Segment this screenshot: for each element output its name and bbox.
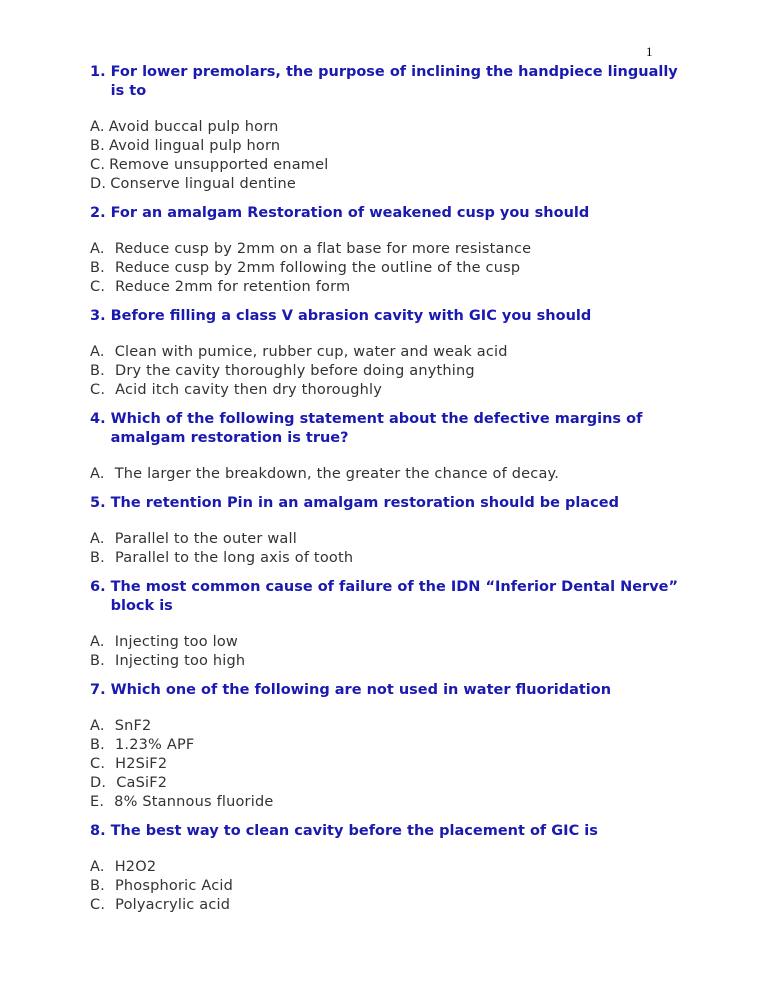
option-text: H2SiF2 — [115, 756, 168, 772]
question-8 — [90, 822, 690, 915]
answer-option — [90, 549, 690, 568]
option-letter: C. — [90, 382, 106, 398]
question-1 — [90, 63, 690, 194]
question-text: For an amalgam Restoration of weakened cusp you should — [110, 205, 590, 221]
answer-option — [90, 343, 690, 362]
question-text: Before filling a class V abrasion cavity with GIC you should — [110, 308, 592, 324]
question-title — [90, 822, 690, 841]
option-text: SnF2 — [114, 718, 152, 734]
option-letter: A. — [90, 241, 105, 257]
option-text: Phosphoric Acid — [114, 878, 234, 894]
option-letter: A. — [90, 718, 105, 734]
answer-option — [90, 465, 690, 484]
answer-option — [90, 175, 690, 194]
answer-options — [90, 465, 690, 484]
option-letter: C. — [90, 756, 106, 772]
question-7 — [90, 681, 690, 812]
option-letter: C. — [90, 897, 106, 913]
question-title — [90, 494, 690, 513]
option-letter: C. — [90, 157, 106, 173]
answer-options — [90, 858, 690, 915]
answer-option — [90, 755, 690, 774]
answer-option — [90, 736, 690, 755]
option-letter: D. — [90, 775, 107, 791]
question-text: The best way to clean cavity before the placement of GIC is — [110, 823, 598, 839]
answer-option — [90, 259, 690, 278]
answer-option — [90, 858, 690, 877]
answer-options — [90, 343, 690, 400]
question-text: For lower premolars, the purpose of inclining the handpiece lingually is to — [110, 64, 683, 99]
answer-option — [90, 652, 690, 671]
option-text: Reduce cusp by 2mm on a flat base for more resistance — [114, 241, 532, 257]
option-text: Avoid buccal pulp horn — [108, 119, 279, 135]
page-number: 1 — [646, 44, 653, 59]
option-text: Avoid lingual pulp horn — [108, 138, 281, 154]
question-number: 3. — [90, 308, 106, 324]
answer-option — [90, 877, 690, 896]
option-text: Injecting too low — [114, 634, 238, 650]
question-number: 5. — [90, 495, 106, 511]
question-title — [90, 307, 690, 326]
answer-options — [90, 240, 690, 297]
option-letter: B. — [90, 260, 105, 276]
answer-option — [90, 774, 690, 793]
answer-option — [90, 118, 690, 137]
question-title — [90, 578, 690, 616]
option-text: 1.23% APF — [114, 737, 195, 753]
answer-option — [90, 793, 690, 812]
option-letter: A. — [90, 119, 105, 135]
answer-options — [90, 118, 690, 194]
option-text: Dry the cavity thoroughly before doing anything — [114, 363, 475, 379]
option-letter: A. — [90, 344, 105, 360]
answer-options — [90, 633, 690, 671]
option-letter: D. — [90, 176, 107, 192]
option-letter: B. — [90, 138, 105, 154]
option-text: Polyacrylic acid — [115, 897, 231, 913]
option-text: Reduce 2mm for retention form — [115, 279, 351, 295]
answer-options — [90, 717, 690, 812]
answer-option — [90, 633, 690, 652]
question-text: Which of the following statement about the defective margins of amalgam restoration is true? — [110, 411, 648, 446]
option-letter: A. — [90, 859, 105, 875]
option-letter: C. — [90, 279, 106, 295]
option-text: Injecting too high — [114, 653, 246, 669]
option-letter: B. — [90, 550, 105, 566]
question-title — [90, 681, 690, 700]
question-number: 2. — [90, 205, 106, 221]
option-letter: B. — [90, 653, 105, 669]
question-title — [90, 204, 690, 223]
option-text: The larger the breakdown, the greater the chance of decay. — [114, 466, 560, 482]
question-text: The retention Pin in an amalgam restoration should be placed — [110, 495, 619, 511]
option-text: Conserve lingual dentine — [110, 176, 297, 192]
option-text: CaSiF2 — [116, 775, 168, 791]
question-number: 1. — [90, 64, 106, 80]
answer-option — [90, 896, 690, 915]
answer-option — [90, 240, 690, 259]
option-letter: A. — [90, 634, 105, 650]
option-letter: A. — [90, 531, 105, 547]
option-text: Clean with pumice, rubber cup, water and weak acid — [114, 344, 508, 360]
answer-options — [90, 530, 690, 568]
question-number: 8. — [90, 823, 106, 839]
question-2 — [90, 204, 690, 297]
answer-option — [90, 278, 690, 297]
option-letter: B. — [90, 363, 105, 379]
option-letter: A. — [90, 466, 105, 482]
question-list — [90, 63, 690, 925]
option-text: Acid itch cavity then dry thoroughly — [115, 382, 383, 398]
option-text: Parallel to the outer wall — [114, 531, 297, 547]
question-title — [90, 63, 690, 101]
question-number: 7. — [90, 682, 106, 698]
question-5 — [90, 494, 690, 568]
answer-option — [90, 137, 690, 156]
option-text: Reduce cusp by 2mm following the outline of the cusp — [114, 260, 521, 276]
question-number: 4. — [90, 411, 106, 427]
answer-option — [90, 156, 690, 175]
question-text: The most common cause of failure of the IDN “Inferior Dental Nerve” block is — [110, 579, 684, 614]
question-4 — [90, 410, 690, 484]
option-letter: B. — [90, 737, 105, 753]
question-title — [90, 410, 690, 448]
option-text: 8% Stannous fluoride — [114, 794, 274, 810]
answer-option — [90, 717, 690, 736]
option-letter: E. — [90, 794, 105, 810]
option-text: Parallel to the long axis of tooth — [114, 550, 354, 566]
question-3 — [90, 307, 690, 400]
option-text: H2O2 — [114, 859, 157, 875]
answer-option — [90, 381, 690, 400]
question-number: 6. — [90, 579, 106, 595]
option-letter: B. — [90, 878, 105, 894]
answer-option — [90, 362, 690, 381]
question-6 — [90, 578, 690, 671]
option-text: Remove unsupported enamel — [109, 157, 329, 173]
answer-option — [90, 530, 690, 549]
question-text: Which one of the following are not used in water fluoridation — [110, 682, 612, 698]
